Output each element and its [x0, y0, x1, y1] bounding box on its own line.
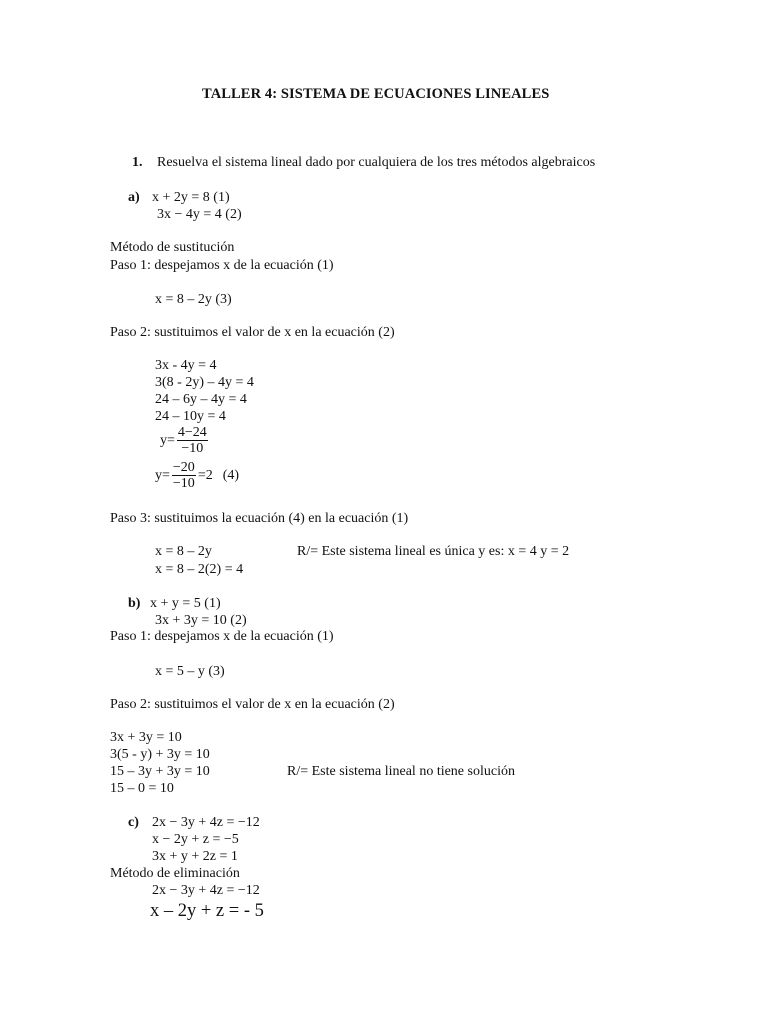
- fraction: [172, 460, 196, 491]
- part-a-label: a): [128, 190, 140, 205]
- part-c-eq2: x − 2y + z = −5: [152, 832, 239, 847]
- part-b-sub-line4: 15 – 0 = 10: [110, 781, 174, 796]
- fraction-lhs: y=: [160, 433, 175, 448]
- part-b-eq2: 3x + 3y = 10 (2): [155, 613, 247, 628]
- question-number: 1.: [132, 155, 143, 170]
- part-b-eq1: x + y = 5 (1): [150, 596, 221, 611]
- part-a-sub-line4: 24 – 10y = 4: [155, 409, 226, 424]
- part-a-sub-line3: 24 – 6y – 4y = 4: [155, 392, 247, 407]
- part-b-label: b): [128, 596, 141, 611]
- part-b-answer: R/= Este sistema lineal no tiene solución: [287, 764, 515, 779]
- fraction-denominator: −10: [181, 441, 204, 456]
- part-a-answer: R/= Este sistema lineal es única y es: x = 4 y = 2: [297, 544, 570, 559]
- equation-tag: (4): [222, 468, 240, 483]
- part-b-sub-line2: 3(5 - y) + 3y = 10: [110, 747, 210, 762]
- fraction-numerator: −20: [172, 460, 195, 475]
- part-a-step3-line2: x = 8 – 2(2) = 4: [155, 562, 244, 577]
- fraction: [177, 425, 208, 456]
- part-c-eq1: 2x − 3y + 4z = −12: [152, 815, 260, 830]
- part-b-sub-line3: 15 – 3y + 3y = 10: [110, 764, 210, 779]
- part-a-fraction-line1: [160, 425, 210, 456]
- page-title: TALLER 4: SISTEMA DE ECUACIONES LINEALES: [202, 86, 550, 102]
- part-c-elim-line1: 2x − 3y + 4z = −12: [152, 883, 260, 898]
- part-b-step1: Paso 1: despejamos x de la ecuación (1): [110, 629, 334, 644]
- part-a-eq2: 3x − 4y = 4 (2): [157, 207, 242, 222]
- part-a-step3-line1: x = 8 – 2y: [155, 544, 212, 559]
- part-a-eq1: x + 2y = 8 (1): [152, 190, 230, 205]
- part-a-step3: Paso 3: sustituimos la ecuación (4) en la ecuación (1): [110, 511, 409, 526]
- part-a-x-expression: x = 8 – 2y (3): [155, 292, 232, 307]
- fraction-result: =2: [197, 468, 213, 483]
- question-text: Resuelva el sistema lineal dado por cualquiera de los tres métodos algebraicos: [157, 155, 596, 170]
- part-b-x-expression: x = 5 – y (3): [155, 664, 225, 679]
- fraction-lhs: y=: [155, 468, 170, 483]
- fraction-denominator: −10: [172, 476, 195, 491]
- part-a-sub-line1: 3x - 4y = 4: [155, 358, 217, 373]
- part-b-step2: Paso 2: sustituimos el valor de x en la ecuación (2): [110, 697, 395, 712]
- part-c-method: Método de eliminación: [110, 866, 240, 881]
- part-a-step1: Paso 1: despejamos x de la ecuación (1): [110, 258, 334, 273]
- part-c-label: c): [128, 815, 139, 830]
- part-b-sub-line1: 3x + 3y = 10: [110, 730, 182, 745]
- part-a-fraction-line2: [155, 460, 239, 491]
- fraction-numerator: 4−24: [177, 425, 207, 440]
- part-c-elim-line2: x – 2y + z = - 5: [150, 901, 264, 921]
- part-a-sub-line2: 3(8 - 2y) – 4y = 4: [155, 375, 254, 390]
- part-a-method: Método de sustitución: [110, 240, 235, 255]
- part-c-eq3: 3x + y + 2z = 1: [152, 849, 238, 864]
- part-a-step2: Paso 2: sustituimos el valor de x en la ecuación (2): [110, 325, 395, 340]
